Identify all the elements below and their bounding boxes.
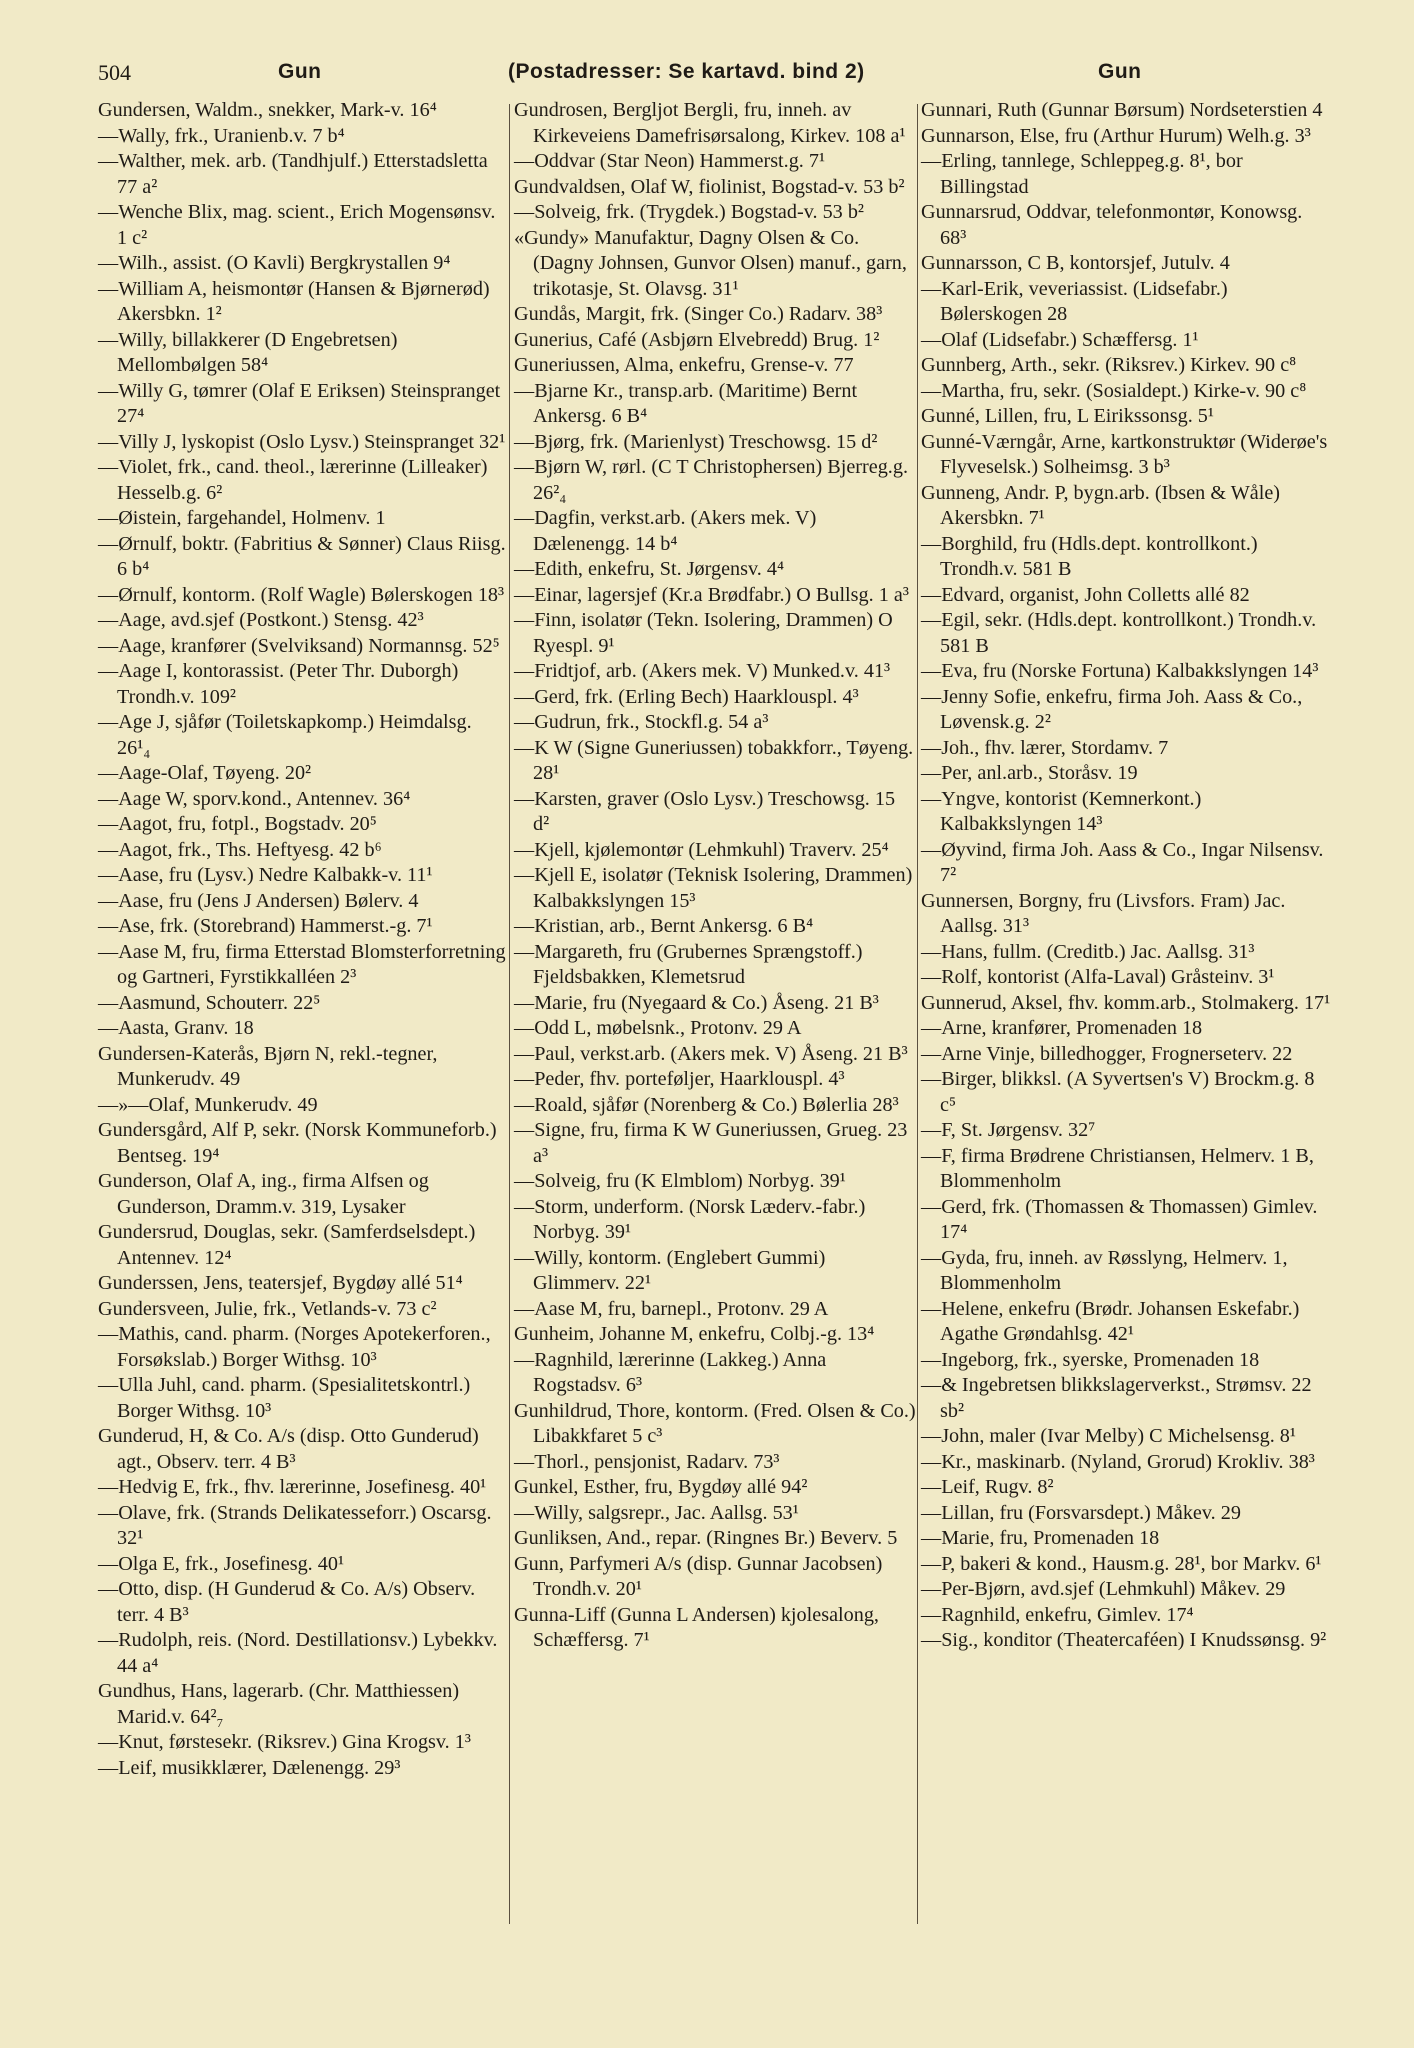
column-right (921, 98, 1333, 1654)
directory-entry: —Karsten, graver (Oslo Lysv.) Treschowsg. 15 d² (514, 787, 896, 835)
directory-entry: Gundvaldsen, Olaf W, fiolinist, Bogstad-v. 53 b² (514, 175, 905, 198)
directory-entry: —Egil, sekr. (Hdls.dept. kontrollkont.) Trondh.v. 581 B (921, 609, 1317, 657)
directory-entry: —Olaf (Lidsefabr.) Schæffersg. 1¹ (921, 328, 1199, 351)
directory-entry: —John, maler (Ivar Melby) C Michelsensg. 8¹ (921, 1425, 1296, 1447)
directory-entry: —Aagot, frk., Ths. Heftyesg. 42 b⁶ (98, 838, 382, 861)
directory-entry: —Hedvig E, frk., fhv. lærerinne, Josefinesg. 40¹ (98, 1476, 487, 1498)
directory-entry: —Willy, kontorm. (Englebert Gummi) Glimmerv. 22¹ (514, 1246, 826, 1294)
directory-entry: Gunnarson, Else, fru (Arthur Hurum) Welh.g. 3³ (921, 124, 1311, 147)
directory-entry: —Bjørg, frk. (Marienlyst) Treschowsg. 15 d² (514, 430, 878, 453)
directory-entry: Gundersveen, Julie, frk., Vetlands-v. 73 c² (98, 1297, 437, 1320)
directory-entry: —Hans, fullm. (Creditb.) Jac. Aallsg. 31³ (921, 940, 1255, 963)
directory-entry: —Wally, frk., Uranienb.v. 7 b⁴ (98, 124, 345, 147)
directory-entry: —Per, anl.arb., Storåsv. 19 (921, 762, 1138, 784)
directory-entry: Gundersen-Katerås, Bjørn N, rekl.-tegner, Munkerudv. 49 (98, 1042, 438, 1090)
directory-entry: —Rudolph, reis. (Nord. Destillationsv.) Lybekkv. 44 a⁴ (98, 1629, 498, 1677)
directory-entry: Gunnarsrud, Oddvar, telefonmontør, Konowsg. 68³ (921, 201, 1303, 249)
column-middle (514, 98, 916, 1654)
directory-entry: —Gerd, frk. (Thomassen & Thomassen) Gimlev. 17⁴ (921, 1195, 1318, 1243)
page-number: 504 (98, 60, 131, 85)
directory-entry: —Solveig, fru (K Elmblom) Norbyg. 39¹ (514, 1170, 846, 1192)
directory-entry: —P, bakeri & kond., Hausm.g. 28¹, bor Markv. 6¹ (921, 1552, 1322, 1575)
directory-entry: —Kjell, kjølemontør (Lehmkuhl) Traverv. 25⁴ (514, 838, 889, 861)
directory-entry: —Gudrun, frk., Stockfl.g. 54 a³ (514, 711, 769, 733)
directory-entry: —Knut, førstesekr. (Riksrev.) Gina Krogsv. 1³ (98, 1731, 471, 1753)
directory-entry: —Storm, underform. (Norsk Læderv.-fabr.) Norbyg. 39¹ (514, 1195, 866, 1243)
page-header (98, 60, 1362, 94)
directory-entry: —Aage W, sporv.kond., Antennev. 36⁴ (98, 787, 411, 810)
directory-entry: —Gerd, frk. (Erling Bech) Haarklouspl. 4³ (514, 685, 859, 708)
directory-entry: —Ragnhild, lærerinne (Lakkeg.) Anna Rogstadsv. 6³ (514, 1348, 827, 1396)
directory-entry: —Walther, mek. arb. (Tandhjulf.) Etterstadsletta 77 a² (98, 150, 488, 198)
directory-entry: —Øyvind, firma Joh. Aass & Co., Ingar Nilsensv. 7² (921, 838, 1324, 886)
directory-entry: —Villy J, lyskopist (Oslo Lysv.) Steinspranget 32¹ (98, 430, 506, 453)
directory-entry: —Eva, fru (Norske Fortuna) Kalbakkslyngen 14³ (921, 660, 1319, 682)
directory-entry: —Olave, frk. (Strands Delikatesseforr.) Oscarsg. 32¹ (98, 1501, 492, 1549)
directory-entry: —Willy G, tømrer (Olaf E Eriksen) Steinspranget 27⁴ (98, 379, 501, 427)
directory-entry: —Leif, Rugv. 8² (921, 1476, 1054, 1498)
directory-entry: —Einar, lagersjef (Kr.a Brødfabr.) O Bullsg. 1 a³ (514, 583, 909, 606)
directory-entry: —Aagot, fru, fotpl., Bogstadv. 20⁵ (98, 813, 377, 835)
directory-entry: —Joh., fhv. lærer, Stordamv. 7 (921, 736, 1169, 759)
directory-entry: —Aase M, fru, firma Etterstad Blomsterforretning og Gartneri, Fyrstikkalléen 2³ (98, 940, 506, 988)
directory-entry: —Aasmund, Schouterr. 22⁵ (98, 991, 321, 1014)
right-running-head: Gun (1098, 60, 1142, 83)
directory-entry: Gunkel, Esther, fru, Bygdøy allé 94² (514, 1476, 808, 1498)
directory-entry: Gunheim, Johanne M, enkefru, Colbj.-g. 13⁴ (514, 1323, 875, 1345)
directory-entry: —Aage-Olaf, Tøyeng. 20² (98, 762, 312, 784)
directory-entry: Gunnberg, Arth., sekr. (Riksrev.) Kirkev. 90 c⁸ (921, 354, 1297, 376)
directory-entry: —Aage, kranfører (Svelviksand) Normannsg. 52⁵ (98, 634, 500, 657)
directory-entry: —Aasta, Granv. 18 (98, 1017, 254, 1039)
directory-entry: —Roald, sjåfør (Norenberg & Co.) Bølerlia 28³ (514, 1093, 899, 1116)
directory-entry: —»—Olaf, Munkerudv. 49 (98, 1093, 318, 1116)
directory-entry: —Wenche Blix, mag. scient., Erich Mogensønsv. 1 c² (98, 201, 496, 249)
directory-entry: —Karl-Erik, veveriassist. (Lidsefabr.) Bølerskogen 28 (921, 277, 1228, 325)
directory-entry: Gunderson, Olaf A, ing., firma Alfsen og Gunderson, Dramm.v. 319, Lysaker (98, 1170, 429, 1218)
directory-entry: —Willy, salgsrepr., Jac. Aallsg. 53¹ (514, 1501, 799, 1524)
directory-entry: —Helene, enkefru (Brødr. Johansen Eskefabr.) Agathe Grøndahlsg. 42¹ (921, 1297, 1300, 1345)
directory-entry: —K W (Signe Guneriussen) tobakkforr., Tøyeng. 28¹ (514, 736, 914, 784)
directory-entry: Gundersen, Waldm., snekker, Mark-v. 16⁴ (98, 99, 437, 121)
directory-entry: —Wilh., assist. (O Kavli) Bergkrystallen 9⁴ (98, 252, 451, 274)
directory-entry: —Violet, frk., cand. theol., lærerinne (Lilleaker) Hesselb.g. 6² (98, 456, 488, 504)
directory-entry: —Paul, verkst.arb. (Akers mek. V) Åseng. 21 B³ (514, 1042, 908, 1065)
directory-entry: Gunneng, Andr. P, bygn.arb. (Ibsen & Wåle) Akersbkn. 7¹ (921, 481, 1281, 529)
directory-entry: —Ulla Juhl, cand. pharm. (Spesialitetskontrl.) Borger Withsg. 10³ (98, 1374, 471, 1422)
directory-entry: Gunnersen, Borgny, fru (Livsfors. Fram) Jac. Aallsg. 31³ (921, 889, 1286, 937)
directory-entry: —F, St. Jørgensv. 32⁷ (921, 1119, 1096, 1141)
directory-entry: —Solveig, frk. (Trygdek.) Bogstad-v. 53 b² (514, 201, 864, 223)
directory-entry: —Yngve, kontorist (Kemnerkont.) Kalbakkslyngen 14³ (921, 787, 1202, 835)
directory-entry: —Kristian, arb., Bernt Ankersg. 6 B⁴ (514, 915, 814, 937)
directory-entry: —Arne, kranfører, Promenaden 18 (921, 1017, 1203, 1039)
directory-entry: —Signe, fru, firma K W Guneriussen, Grueg. 23 a³ (514, 1119, 908, 1167)
directory-entry: —Arne Vinje, billedhogger, Frognerseterv. 22 (921, 1042, 1293, 1065)
directory-entry: Gundhus, Hans, lagerarb. (Chr. Matthiessen) Marid.v. 64²₇ (98, 1680, 460, 1728)
directory-entry: —Ragnhild, enkefru, Gimlev. 17⁴ (921, 1603, 1194, 1626)
directory-entry: —Rolf, kontorist (Alfa-Laval) Gråsteinv. 3¹ (921, 966, 1275, 988)
directory-entry: Gunn, Parfymeri A/s (disp. Gunnar Jacobsen) Trondh.v. 20¹ (514, 1552, 883, 1600)
directory-entry: —Borghild, fru (Hdls.dept. kontrollkont.) Trondh.v. 581 B (921, 532, 1258, 580)
directory-entry: —William A, heismontør (Hansen & Bjørnerød) Akersbkn. 1² (98, 277, 490, 325)
directory-entry: —Ørnulf, boktr. (Fabritius & Sønner) Claus Riisg. 6 b⁴ (98, 532, 506, 580)
directory-entry: Gunderud, H, & Co. A/s (disp. Otto Gunderud) agt., Observ. terr. 4 B³ (98, 1425, 479, 1473)
directory-entry: —Ingeborg, frk., syerske, Promenaden 18 (921, 1348, 1260, 1371)
directory-entry: —Marie, fru, Promenaden 18 (921, 1527, 1160, 1549)
directory-entry: Gunnarsson, C B, kontorsjef, Jutulv. 4 (921, 252, 1230, 274)
directory-entry: —Birger, blikksl. (A Syvertsen's V) Brockm.g. 8 c⁵ (921, 1068, 1315, 1116)
directory-entry: —Edvard, organist, John Colletts allé 82 (921, 583, 1250, 606)
directory-entry: —Aage, avd.sjef (Postkont.) Stensg. 42³ (98, 609, 424, 631)
directory-entry: —Fridtjof, arb. (Akers mek. V) Munked.v. 41³ (514, 660, 891, 682)
directory-entry: —Sig., konditor (Theatercaféen) I Knudssønsg. 9² (921, 1629, 1327, 1651)
directory-entry: —Kjell E, isolatør (Teknisk Isolering, Drammen) Kalbakkslyngen 15³ (514, 864, 913, 912)
directory-entry: —Willy, billakkerer (D Engebretsen) Mellombølgen 58⁴ (98, 328, 398, 376)
directory-entry: —Peder, fhv. porteføljer, Haarklouspl. 4³ (514, 1068, 845, 1090)
directory-entry: —Kr., maskinarb. (Nyland, Grorud) Krokliv. 38³ (921, 1450, 1315, 1473)
directory-entry: —Finn, isolatør (Tekn. Isolering, Drammen) O Ryespl. 9¹ (514, 609, 893, 657)
center-running-head: (Postadresser: Se kartavd. bind 2) (508, 60, 865, 83)
directory-entry: Gundersgård, Alf P, sekr. (Norsk Kommuneforb.) Bentseg. 19⁴ (98, 1119, 497, 1167)
directory-entry: —Otto, disp. (H Gunderud & Co. A/s) Observ. terr. 4 B³ (98, 1578, 476, 1626)
directory-entry: —Aase, fru (Lysv.) Nedre Kalbakk-v. 11¹ (98, 864, 433, 886)
directory-entry: —Ase, frk. (Storebrand) Hammerst.-g. 7¹ (98, 915, 433, 937)
directory-entry: —Erling, tannlege, Schleppeg.g. 8¹, bor Billingstad (921, 150, 1243, 198)
directory-entry: —Marie, fru (Nyegaard & Co.) Åseng. 21 B³ (514, 991, 879, 1014)
left-running-head: Gun (278, 60, 322, 83)
directory-entry: Gunliksen, And., repar. (Ringnes Br.) Beverv. 5 (514, 1527, 898, 1549)
directory-entry: —Mathis, cand. pharm. (Norges Apotekerforen., Forsøkslab.) Borger Withsg. 10³ (98, 1323, 491, 1371)
directory-entry: —Edith, enkefru, St. Jørgensv. 4⁴ (514, 558, 785, 580)
directory-entry: —Leif, musikklærer, Dælenengg. 29³ (98, 1756, 401, 1779)
directory-entry: —Aase, fru (Jens J Andersen) Bølerv. 4 (98, 889, 419, 912)
directory-entry: —Jenny Sofie, enkefru, firma Joh. Aass & Co., Løvensk.g. 2² (921, 685, 1303, 733)
directory-entry: Guneriussen, Alma, enkefru, Grense-v. 77 (514, 354, 854, 376)
directory-entry: Gunerius, Café (Asbjørn Elvebredd) Brug. 1² (514, 328, 880, 351)
directory-entry: Gundås, Margit, frk. (Singer Co.) Radarv. 38³ (514, 303, 883, 325)
directory-entry: —Age J, sjåfør (Toiletskapkomp.) Heimdalsg. 26¹₄ (98, 711, 472, 759)
directory-entry: —Aage I, kontorassist. (Peter Thr. Duborgh) Trondh.v. 109² (98, 660, 459, 708)
directory-entry: —Øistein, fargehandel, Holmenv. 1 (98, 507, 386, 529)
directory-entry: —Oddvar (Star Neon) Hammerst.g. 7¹ (514, 150, 826, 172)
directory-entry: Gundersrud, Douglas, sekr. (Samferdselsdept.) Antennev. 12⁴ (98, 1221, 476, 1269)
directory-entry: Gunna-Liff (Gunna L Andersen) kjolesalong, Schæffersg. 7¹ (514, 1603, 879, 1651)
directory-entry: Gunnerud, Aksel, fhv. komm.arb., Stolmakerg. 17¹ (921, 991, 1331, 1014)
directory-entry: —Per-Bjørn, avd.sjef (Lehmkuhl) Måkev. 29 (921, 1578, 1286, 1600)
column-divider (509, 104, 510, 1924)
directory-entry: Gunderssen, Jens, teatersjef, Bygdøy allé 51⁴ (98, 1272, 463, 1294)
directory-entry: —Martha, fru, sekr. (Sosialdept.) Kirke-v. 90 c⁸ (921, 379, 1307, 402)
directory-entry: —Odd L, møbelsnk., Protonv. 29 A (514, 1017, 802, 1039)
directory-entry: «Gundy» Manufaktur, Dagny Olsen & Co. (Dagny Johnsen, Gunvor Olsen) manuf., garn, trikotasje, St. Olavsg. 31¹ (514, 226, 907, 300)
directory-entry: —Dagfin, verkst.arb. (Akers mek. V) Dælenengg. 14 b⁴ (514, 507, 817, 555)
directory-entry: Gundrosen, Bergljot Bergli, fru, inneh. av Kirkeveiens Damefrisørsalong, Kirkev. 108 a¹ (514, 99, 906, 147)
directory-entry: —Ørnulf, kontorm. (Rolf Wagle) Bølerskogen 18³ (98, 583, 505, 606)
directory-entry: —Olga E, frk., Josefinesg. 40¹ (98, 1552, 345, 1575)
directory-entry: Gunné-Værngår, Arne, kartkonstruktør (Widerøe's Flyveselsk.) Solheimsg. 3 b³ (921, 430, 1328, 478)
column-divider (917, 104, 918, 1924)
directory-entry: —F, firma Brødrene Christiansen, Helmerv. 1 B, Blommenholm (921, 1144, 1314, 1192)
directory-entry: —Aase M, fru, barnepl., Protonv. 29 A (514, 1297, 829, 1320)
column-left (98, 98, 508, 1781)
directory-entry: Gunné, Lillen, fru, L Eirikssonsg. 5¹ (921, 405, 1214, 427)
directory-entry: Gunnari, Ruth (Gunnar Børsum) Nordseterstien 4 (921, 99, 1323, 121)
directory-entry: —Lillan, fru (Forsvarsdept.) Måkev. 29 (921, 1501, 1241, 1524)
directory-entry: —Thorl., pensjonist, Radarv. 73³ (514, 1450, 780, 1473)
directory-entry: —Gyda, fru, inneh. av Røsslyng, Helmerv. 1, Blommenholm (921, 1246, 1288, 1294)
directory-entry: Gunhildrud, Thore, kontorm. (Fred. Olsen & Co.) Libakkfaret 5 c³ (514, 1399, 916, 1447)
directory-entry: —& Ingebretsen blikkslagerverkst., Strømsv. 22 sb² (921, 1374, 1312, 1422)
directory-entry: —Bjørn W, rørl. (C T Christophersen) Bjerreg.g. 26²₄ (514, 456, 908, 504)
directory-entry: —Bjarne Kr., transp.arb. (Maritime) Bernt Ankersg. 6 B⁴ (514, 379, 858, 427)
directory-entry: —Margareth, fru (Grubernes Sprængstoff.) Fjeldsbakken, Klemetsrud (514, 940, 863, 988)
